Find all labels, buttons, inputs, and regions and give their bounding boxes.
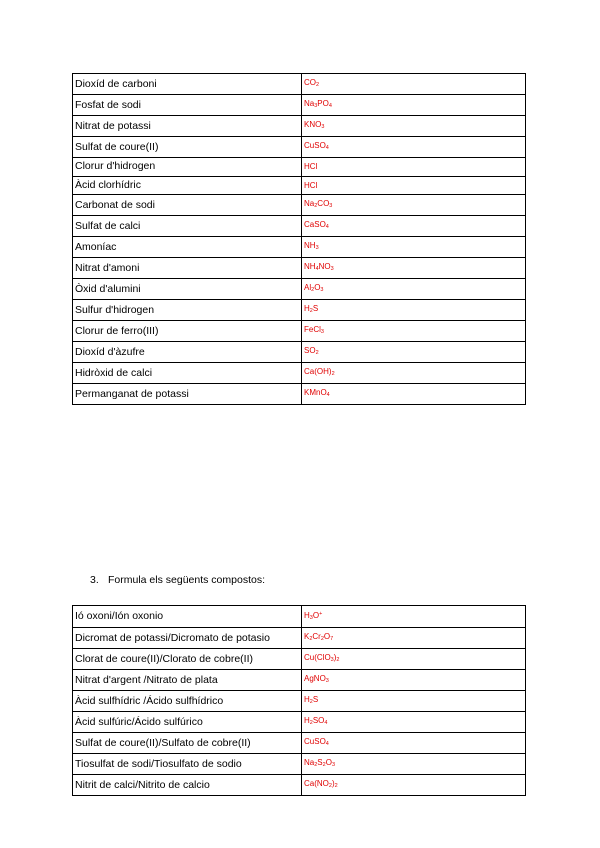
table-row bbox=[73, 176, 526, 195]
compound-name: Clorur de ferro(III) bbox=[73, 321, 302, 342]
table-row bbox=[73, 74, 526, 95]
compound-name: Tiosulfat de sodi/Tiosulfato de sodio bbox=[73, 754, 302, 775]
table-row bbox=[73, 649, 526, 670]
compound-formula: $SO_2$ bbox=[302, 342, 526, 363]
table-row bbox=[73, 300, 526, 321]
compound-formula: $H_3O^+$ bbox=[302, 606, 526, 628]
table-row bbox=[73, 258, 526, 279]
compound-formula: CaSO$_4$ bbox=[302, 216, 526, 237]
table-row bbox=[73, 691, 526, 712]
compound-name: Nitrat d'amoni bbox=[73, 258, 302, 279]
compound-name: Amoníac bbox=[73, 237, 302, 258]
table-row bbox=[73, 384, 526, 405]
table-row bbox=[73, 116, 526, 137]
compound-name: Nitrit de calci/Nitrito de calcio bbox=[73, 775, 302, 796]
compound-name: Dicromat de potassi/Dicromato de potasio bbox=[73, 628, 302, 649]
compound-name: Nitrat d'argent /Nitrato de plata bbox=[73, 670, 302, 691]
compound-name: Fosfat de sodi bbox=[73, 95, 302, 116]
compound-formula: $Al_2O_3$ bbox=[302, 279, 526, 300]
compound-name: Sulfat de coure(II) bbox=[73, 137, 302, 158]
table-row bbox=[73, 754, 526, 775]
table-row bbox=[73, 670, 526, 691]
table-row bbox=[73, 321, 526, 342]
compound-name: Dioxíd de carboni bbox=[73, 74, 302, 95]
section-title: Formula els següents compostos: bbox=[108, 574, 265, 586]
table-row bbox=[73, 137, 526, 158]
compound-formula: $Ca(NO_2)_2$ bbox=[302, 775, 526, 796]
compound-name: Àcid sulfhídric /Ácido sulfhídrico bbox=[73, 691, 302, 712]
compound-name: Hidròxid de calci bbox=[73, 363, 302, 384]
table-row bbox=[73, 775, 526, 796]
table-row bbox=[73, 95, 526, 116]
compound-formula: $H_2SO_4$ bbox=[302, 712, 526, 733]
compound-name: Àcid clorhídric bbox=[73, 176, 302, 195]
compound-formula: $Ca(OH)_2$ bbox=[302, 363, 526, 384]
compound-name: Nitrat de potassi bbox=[73, 116, 302, 137]
compound-formula: CuSO$_4$ bbox=[302, 733, 526, 754]
compounds-table-1 bbox=[72, 73, 526, 405]
compound-name: Clorat de coure(II)/Clorato de cobre(II) bbox=[73, 649, 302, 670]
compound-name: Ió oxoni/Ión oxonio bbox=[73, 606, 302, 628]
compound-formula: $K_2Cr_2O_7$ bbox=[302, 628, 526, 649]
table-row bbox=[73, 363, 526, 384]
compounds-table-2 bbox=[72, 605, 526, 796]
compound-name: Carbonat de sodi bbox=[73, 195, 302, 216]
compound-name: Sulfat de coure(II)/Sulfato de cobre(II) bbox=[73, 733, 302, 754]
compounds-table-1-body bbox=[73, 74, 526, 405]
compound-formula: $Na_2S_2O_3$ bbox=[302, 754, 526, 775]
table-row bbox=[73, 237, 526, 258]
table-row bbox=[73, 279, 526, 300]
compound-name: Sulfat de calci bbox=[73, 216, 302, 237]
table-row bbox=[73, 733, 526, 754]
compound-name: Òxid d'alumini bbox=[73, 279, 302, 300]
section-3-heading bbox=[90, 574, 265, 586]
table-row bbox=[73, 216, 526, 237]
compound-formula: $NH_4NO_3$ bbox=[302, 258, 526, 279]
compound-name: Permanganat de potassi bbox=[73, 384, 302, 405]
compound-formula: $H_2S$ bbox=[302, 691, 526, 712]
table-row bbox=[73, 606, 526, 628]
compound-formula: KMnO$_4$ bbox=[302, 384, 526, 405]
compound-formula: AgNO$_3$ bbox=[302, 670, 526, 691]
section-number: 3. bbox=[90, 574, 99, 586]
compound-name: Dioxíd d'àzufre bbox=[73, 342, 302, 363]
compound-formula: FeCl$_3$ bbox=[302, 321, 526, 342]
compound-formula: CuSO$_4$ bbox=[302, 137, 526, 158]
compound-formula: HCl bbox=[302, 158, 526, 177]
compound-formula: $Na_3PO_4$ bbox=[302, 95, 526, 116]
compound-formula: $Na_2CO_3$ bbox=[302, 195, 526, 216]
compound-name: Àcid sulfúric/Ácido sulfúrico bbox=[73, 712, 302, 733]
compound-formula: HCl bbox=[302, 176, 526, 195]
table-row bbox=[73, 195, 526, 216]
compounds-table-2-body bbox=[73, 606, 526, 796]
compound-name: Clorur d'hidrogen bbox=[73, 158, 302, 177]
table-row bbox=[73, 342, 526, 363]
compound-formula: $KNO_3$ bbox=[302, 116, 526, 137]
compound-formula: $Cu(ClO_3)_2$ bbox=[302, 649, 526, 670]
compound-formula: $H_2S$ bbox=[302, 300, 526, 321]
table-row bbox=[73, 712, 526, 733]
compound-name: Sulfur d'hidrogen bbox=[73, 300, 302, 321]
table-row bbox=[73, 628, 526, 649]
compound-formula: $CO_2$ bbox=[302, 74, 526, 95]
table-row bbox=[73, 158, 526, 177]
compound-formula: $NH_3$ bbox=[302, 237, 526, 258]
